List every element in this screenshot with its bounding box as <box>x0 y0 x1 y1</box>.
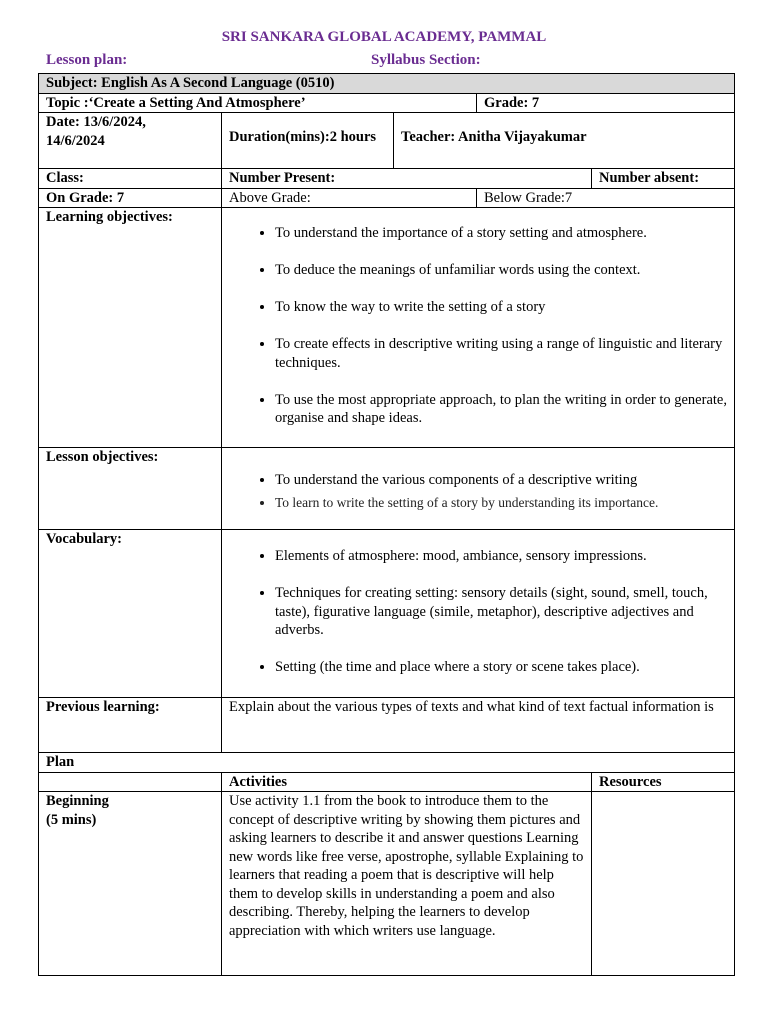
activities-header: Activities <box>222 772 592 792</box>
lesson-objectives-label: Lesson objectives: <box>39 448 222 530</box>
plan-empty-cell <box>39 772 222 792</box>
teacher-cell: Teacher: Anitha Vijayakumar <box>394 113 735 169</box>
vocabulary-item: • Setting (the time and place where a story or scene takes place). <box>275 658 727 677</box>
topic-cell: Topic :‘Create a Setting And Atmosphere’ <box>39 93 477 113</box>
beginning-resources <box>592 792 735 976</box>
date-cell <box>39 113 222 169</box>
grade-cell: Grade: 7 <box>477 93 735 113</box>
vocabulary-label: Vocabulary: <box>39 530 222 698</box>
subject-cell: Subject: English As A Second Language (0510) <box>39 74 735 94</box>
date-line-1: Date: 13/6/2024, <box>46 114 146 130</box>
lesson-objective-item: • To understand the various components of a descriptive writing <box>275 471 727 490</box>
resources-header: Resources <box>592 772 735 792</box>
learning-objectives-label: Learning objectives: <box>39 208 222 448</box>
syllabus-section-label: Syllabus Section: <box>371 52 481 68</box>
learning-objective-item: • To deduce the meanings of unfamiliar words using the context. <box>275 261 727 280</box>
lesson-plan-table <box>38 73 735 976</box>
vocabulary-cell <box>222 530 735 698</box>
learning-objective-item: • To create effects in descriptive writing using a range of linguistic and literary techniques. <box>275 335 727 372</box>
school-title: SRI SANKARA GLOBAL ACADEMY, PAMMAL <box>221 29 547 45</box>
learning-objective-item: • To know the way to write the setting of a story <box>275 298 727 317</box>
beginning-label: Beginning <box>46 793 109 809</box>
learning-objectives-cell <box>222 208 735 448</box>
previous-learning-text: Explain about the various types of texts and what kind of text factual information is <box>222 698 735 753</box>
below-grade-cell: Below Grade:7 <box>477 188 735 208</box>
on-grade-cell: On Grade: 7 <box>39 188 222 208</box>
learning-objective-item: • To understand the importance of a story setting and atmosphere. <box>275 224 727 243</box>
duration-cell: Duration(mins):2 hours <box>222 113 394 169</box>
learning-objective-item: • To use the most appropriate approach, to plan the writing in order to generate, organise and shape ideas. <box>275 391 727 428</box>
lesson-objective-item: • To learn to write the setting of a story by understanding its importance. <box>275 494 727 513</box>
beginning-label-cell <box>39 792 222 976</box>
vocabulary-item: • Techniques for creating setting: sensory details (sight, sound, smell, touch, taste), figurative language (simile, metaphor), descriptive adjectives and adverbs. <box>275 584 727 640</box>
number-absent-cell: Number absent: <box>592 169 735 189</box>
previous-learning-label: Previous learning: <box>39 698 222 753</box>
date-line-2: 14/6/2024 <box>46 132 105 149</box>
class-cell: Class: <box>39 169 222 189</box>
number-present-cell: Number Present: <box>222 169 592 189</box>
above-grade-cell: Above Grade: <box>222 188 477 208</box>
lesson-plan-label: Lesson plan: <box>46 52 128 68</box>
vocabulary-item: • Elements of atmosphere: mood, ambiance, sensory impressions. <box>275 547 727 566</box>
plan-label: Plan <box>39 753 735 773</box>
beginning-activity-text: Use activity 1.1 from the book to introduce them to the concept of descriptive writing by showing them pictures and asking learners to describe it and answer questions Learning new words like free verse, apostrophe, syllable Explaining to learners that reading a poem that is descriptive will help them to develop skills in understanding a poem and also describing. Thereby, helping the learners to develop appreciation with which writers use language. <box>222 792 592 976</box>
beginning-duration: (5 mins) <box>46 811 97 828</box>
lesson-objectives-cell <box>222 448 735 530</box>
